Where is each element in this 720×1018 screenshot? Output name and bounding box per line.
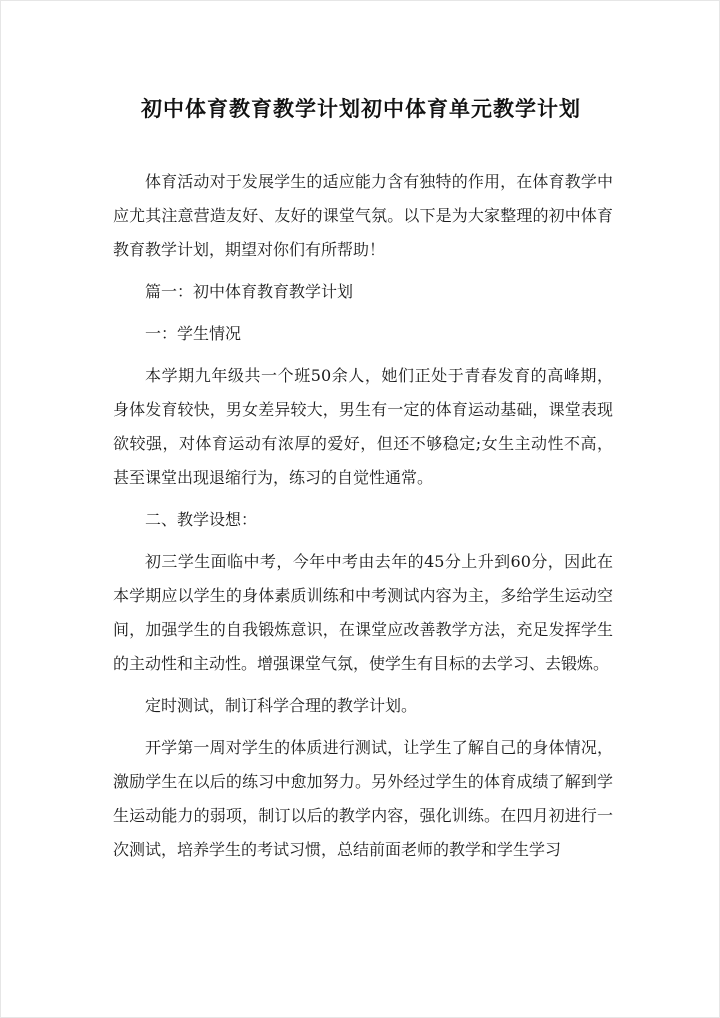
testing-detail-paragraph: 开学第一周对学生的体质进行测试，让学生了解自己的身体情况，激励学生在以后的练习中愈加努力。另外经过学生的体育成绩了解到学生运动能力的弱项，制订以后的教学内容，强化训练。在四月初进行一次测试，培养学生的考试习惯，总结前面老师的教学和学生学习 — [113, 738, 613, 859]
section-heading-part-one: 篇一：初中体育教育教学计划 — [145, 282, 354, 301]
section-heading-student-situation: 一：学生情况 — [145, 324, 242, 343]
document-body — [113, 165, 613, 875]
intro-paragraph: 体育活动对于发展学生的适应能力含有独特的作用，在体育教学中应尤其注意营造友好、友好的课堂气氛。以下是为大家整理的初中体育教育教学计划，期望对你们有所帮助！ — [113, 172, 613, 259]
teaching-ideas-paragraph: 初三学生面临中考，今年中考由去年的45分上升到60分，因此在本学期应以学生的身体素质训练和中考测试内容为主，多给学生运动空间，加强学生的自我锻炼意识，在课堂应改善教学方法，充足发挥学生的主动性和主动性。增强课堂气氛，使学生有目标的去学习、去锻炼。 — [113, 552, 613, 673]
section-heading-teaching-ideas: 二、教学设想： — [145, 510, 258, 529]
testing-heading-paragraph: 定时测试，制订科学合理的教学计划。 — [145, 696, 418, 715]
student-situation-paragraph: 本学期九年级共一个班50余人，她们正处于青春发育的高峰期，身体发育较快，男女差异较大，男生有一定的体育运动基础，课堂表现欲较强，对体育运动有浓厚的爱好，但还不够稳定;女生主动性不高，甚至课堂出现退缩行为，练习的自觉性通常。 — [113, 366, 613, 487]
page-title: 初中体育教育教学计划初中体育单元教学计划 — [141, 96, 581, 121]
